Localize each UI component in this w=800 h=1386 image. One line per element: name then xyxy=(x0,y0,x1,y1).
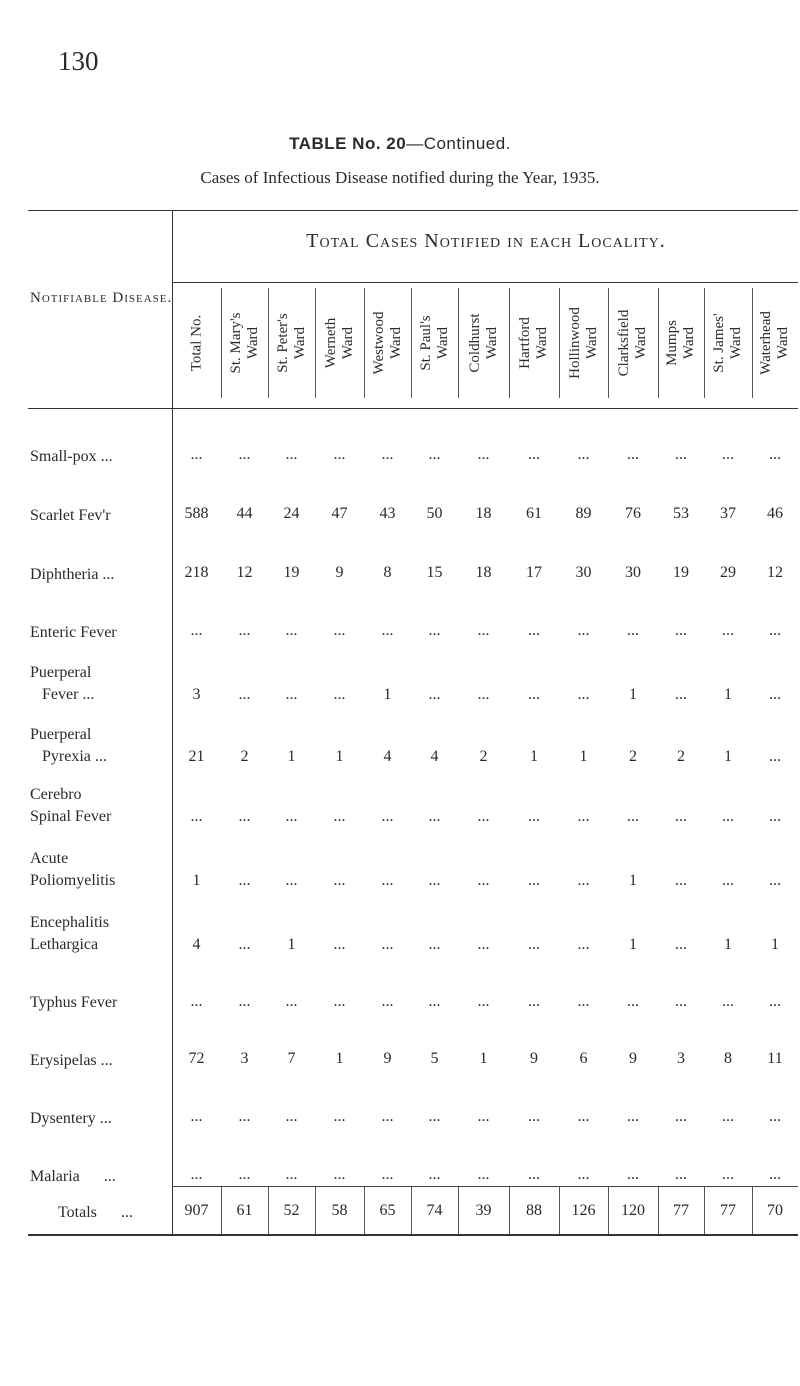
table-cell: ... xyxy=(238,1108,251,1125)
table-cell: ... xyxy=(381,936,394,953)
table-cell: 1 xyxy=(771,936,779,953)
table-cell: 72 xyxy=(188,1050,205,1067)
table-cell: ... xyxy=(428,872,441,889)
table-cell: 1 xyxy=(629,686,637,703)
table-cell: ... xyxy=(333,446,346,463)
table-cell: 9 xyxy=(629,1050,637,1067)
column-header xyxy=(268,288,315,398)
table-cell: ... xyxy=(769,1108,781,1125)
table-cell: ... xyxy=(238,993,251,1010)
column-header xyxy=(221,288,268,398)
totals-cell: 120 xyxy=(621,1202,645,1219)
table-cell: 5 xyxy=(430,1050,439,1067)
table-cell: ... xyxy=(190,993,203,1010)
table-cell: 1 xyxy=(629,936,637,953)
row-label: Small-pox ... xyxy=(30,448,113,465)
table-cell: ... xyxy=(675,936,687,953)
table-cell: ... xyxy=(477,1108,490,1125)
table-cell: ... xyxy=(577,622,590,639)
table-cell: ... xyxy=(769,872,781,889)
table-cell: ... xyxy=(285,622,298,639)
column-header xyxy=(752,288,798,398)
table-cell: ... xyxy=(285,1108,298,1125)
table-cell: ... xyxy=(190,446,203,463)
column-header xyxy=(315,288,364,398)
table-cell: 8 xyxy=(383,564,392,581)
table-cell: ... xyxy=(190,1166,203,1183)
table-cell: 24 xyxy=(283,505,300,522)
table-cell: ... xyxy=(477,686,490,703)
column-header-label: Westwood Ward xyxy=(370,311,404,375)
table-title xyxy=(0,134,800,154)
table-cell: ... xyxy=(528,1108,540,1125)
table-cell: ... xyxy=(428,686,441,703)
table-cell: ... xyxy=(238,686,251,703)
totals-cell: 61 xyxy=(236,1202,253,1219)
column-header-label: St. Paul's Ward xyxy=(417,315,451,371)
table-cell: ... xyxy=(477,622,490,639)
table-cell: ... xyxy=(577,1108,590,1125)
table-cell: 46 xyxy=(767,505,783,522)
totals-cell: 70 xyxy=(767,1202,783,1219)
table-cell: ... xyxy=(381,1166,394,1183)
table-cell: ... xyxy=(528,686,540,703)
row-label: Acute Poliomyelitis xyxy=(30,850,116,889)
table-cell: ... xyxy=(381,872,394,889)
table-cell: 1 xyxy=(479,1050,488,1067)
table-cell: ... xyxy=(333,808,346,825)
totals-cell: 52 xyxy=(283,1202,300,1219)
table-cell: ... xyxy=(333,993,346,1010)
table-cell: 2 xyxy=(240,748,249,765)
table-cell: ... xyxy=(627,622,639,639)
table-cell: 4 xyxy=(430,748,439,765)
table-cell: ... xyxy=(238,808,251,825)
column-header-label: Clarksfield Ward xyxy=(616,309,649,377)
table-cell: 1 xyxy=(579,748,588,765)
table-cell: ... xyxy=(577,1166,590,1183)
table-cell: 30 xyxy=(625,564,641,581)
column-divider xyxy=(752,288,753,398)
column-divider xyxy=(411,288,412,398)
table-cell: ... xyxy=(285,808,298,825)
table-cell: ... xyxy=(477,808,490,825)
table-cell: 1 xyxy=(335,748,344,765)
row-label: Puerperal Fever ... xyxy=(30,664,95,703)
row-label: Enteric Fever xyxy=(30,624,117,641)
table-cell: ... xyxy=(675,808,687,825)
table-cell: ... xyxy=(675,686,687,703)
totals-rule xyxy=(172,1186,798,1187)
table-cell: ... xyxy=(769,808,781,825)
table-cell: ... xyxy=(722,1166,734,1183)
table-cell: 1 xyxy=(383,686,392,703)
table-cell: ... xyxy=(238,446,251,463)
column-divider xyxy=(268,288,269,398)
table-cell: 1 xyxy=(192,872,201,889)
row-label: Typhus Fever xyxy=(30,994,118,1011)
totals-cell: 39 xyxy=(475,1202,492,1219)
table-cell: 6 xyxy=(579,1050,588,1067)
column-header xyxy=(364,288,411,398)
page-number: 130 xyxy=(58,46,99,76)
table-cell: ... xyxy=(675,1166,687,1183)
table-cell: ... xyxy=(577,446,590,463)
table-cell: 12 xyxy=(767,564,783,581)
table-cell: ... xyxy=(675,446,687,463)
column-divider xyxy=(364,288,365,398)
table-cell: ... xyxy=(528,446,540,463)
table-cell: 3 xyxy=(240,1050,249,1067)
table-cell: ... xyxy=(577,808,590,825)
table-cell: ... xyxy=(428,808,441,825)
table-cell: 19 xyxy=(283,564,300,581)
table-cell: ... xyxy=(627,993,639,1010)
totals-cell: 88 xyxy=(526,1202,542,1219)
column-divider xyxy=(315,288,316,398)
table-cell: ... xyxy=(285,1166,298,1183)
column-header xyxy=(411,288,458,398)
totals-cell: 65 xyxy=(379,1202,396,1219)
row-label: Malaria ... xyxy=(30,1168,116,1185)
table-cell: ... xyxy=(477,993,490,1010)
totals-cell: 58 xyxy=(331,1202,348,1219)
table-bottom-rule xyxy=(28,1234,798,1236)
table-cell: ... xyxy=(722,808,734,825)
table-cell: ... xyxy=(190,1108,203,1125)
table-cell: 19 xyxy=(673,564,689,581)
column-header xyxy=(172,288,221,398)
table-cell: 1 xyxy=(287,936,296,953)
table-cell: ... xyxy=(675,1108,687,1125)
table-cell: ... xyxy=(285,993,298,1010)
table-cell: 7 xyxy=(287,1050,296,1067)
table-cell: ... xyxy=(769,446,781,463)
table-cell: ... xyxy=(381,993,394,1010)
table-cell: 2 xyxy=(677,748,685,765)
table-cell: ... xyxy=(577,872,590,889)
column-header-label: Werneth Ward xyxy=(322,317,356,369)
table-cell: ... xyxy=(577,686,590,703)
row-label: Puerperal Pyrexia ... xyxy=(30,726,107,765)
table-cell: 17 xyxy=(526,564,542,581)
table-cell: ... xyxy=(285,872,298,889)
table-cell: ... xyxy=(428,993,441,1010)
locality-heading: Total Cases Notified in each Locality. xyxy=(306,230,666,252)
table-cell: 2 xyxy=(629,748,637,765)
table-cell: ... xyxy=(722,446,734,463)
table-cell: ... xyxy=(722,993,734,1010)
table-cell: ... xyxy=(428,1108,441,1125)
column-header xyxy=(509,288,559,398)
column-header xyxy=(704,288,752,398)
column-header-label: St. James' Ward xyxy=(711,313,744,373)
table-cell: 2 xyxy=(479,748,488,765)
table-top-rule xyxy=(28,210,798,211)
table-cell: 1 xyxy=(724,748,732,765)
column-divider xyxy=(509,288,510,398)
table-cell: 218 xyxy=(184,564,209,581)
totals-cell: 74 xyxy=(426,1202,443,1219)
table-cell: ... xyxy=(769,993,781,1010)
table-cell: ... xyxy=(627,1166,639,1183)
table-cell: ... xyxy=(577,993,590,1010)
totals-cell: 77 xyxy=(720,1202,736,1219)
table-cell: 8 xyxy=(724,1050,732,1067)
table-cell: ... xyxy=(428,622,441,639)
table-cell: 4 xyxy=(383,748,392,765)
table-cell: ... xyxy=(627,1108,639,1125)
table-cell: 11 xyxy=(767,1050,783,1067)
column-header xyxy=(658,288,704,398)
table-cell: 1 xyxy=(724,686,732,703)
table-title-main: TABLE No. 20 xyxy=(289,134,407,153)
table-subtitle: Cases of Infectious Disease notified during the Year, 1935. xyxy=(200,168,600,187)
table-cell: 30 xyxy=(575,564,592,581)
table-cell: ... xyxy=(381,1108,394,1125)
table-cell: 29 xyxy=(720,564,736,581)
column-divider xyxy=(458,288,459,398)
table-cell: 44 xyxy=(236,505,253,522)
table-cell: ... xyxy=(769,1166,781,1183)
table-cell: ... xyxy=(428,446,441,463)
table-cell: ... xyxy=(381,808,394,825)
table-cell: 588 xyxy=(184,505,209,522)
table-cell: ... xyxy=(675,993,687,1010)
table-cell: ... xyxy=(722,1108,734,1125)
table-cell: 3 xyxy=(192,686,201,703)
table-cell: 1 xyxy=(335,1050,344,1067)
table-cell: 9 xyxy=(383,1050,392,1067)
table-cell: ... xyxy=(627,808,639,825)
table-cell: ... xyxy=(477,936,490,953)
table-cell: 47 xyxy=(331,505,348,522)
totals-cell: 907 xyxy=(184,1202,209,1219)
table-cell: 18 xyxy=(475,505,492,522)
column-header-label: Coldhurst Ward xyxy=(466,313,500,373)
table-cell: ... xyxy=(428,1166,441,1183)
table-cell: 1 xyxy=(724,936,732,953)
table-cell: ... xyxy=(238,936,251,953)
column-header-label: Mumps Ward xyxy=(664,320,697,366)
row-label: Scarlet Fev'r xyxy=(30,507,111,524)
table-cell: ... xyxy=(769,622,781,639)
column-header-label: St. Mary's Ward xyxy=(227,312,261,374)
table-cell: ... xyxy=(190,622,203,639)
table-cell: ... xyxy=(333,872,346,889)
table-cell: 53 xyxy=(673,505,689,522)
table-cell: ... xyxy=(333,1108,346,1125)
table-cell: 61 xyxy=(526,505,542,522)
table-cell: ... xyxy=(769,748,781,765)
table-cell: 43 xyxy=(379,505,396,522)
table-cell: ... xyxy=(190,808,203,825)
row-label: Diphtheria ... xyxy=(30,566,115,583)
totals-cell: 77 xyxy=(673,1202,689,1219)
table-cell: ... xyxy=(333,686,346,703)
column-divider xyxy=(559,288,560,398)
table-cell: ... xyxy=(528,872,540,889)
column-header xyxy=(559,288,608,398)
table-cell: 89 xyxy=(575,505,592,522)
table-cell: 9 xyxy=(530,1050,538,1067)
table-title-suffix: —Continued. xyxy=(406,134,511,153)
column-divider xyxy=(704,288,705,398)
table-cell: 18 xyxy=(475,564,492,581)
table-cell: ... xyxy=(285,686,298,703)
table-cell: ... xyxy=(333,622,346,639)
table-cell: 21 xyxy=(188,748,205,765)
column-header-label: Hollinwood Ward xyxy=(566,307,600,379)
table-cell: ... xyxy=(675,622,687,639)
table-cell: 1 xyxy=(287,748,296,765)
table-cell: ... xyxy=(477,446,490,463)
column-header-label: Hartford Ward xyxy=(517,317,550,369)
header-bottom-rule xyxy=(28,408,798,409)
row-label: Cerebro Spinal Fever xyxy=(30,786,112,825)
table-cell: ... xyxy=(333,936,346,953)
table-cell: 76 xyxy=(625,505,641,522)
table-cell: ... xyxy=(528,808,540,825)
table-cell: 1 xyxy=(530,748,538,765)
table-cell: 3 xyxy=(677,1050,685,1067)
table-cell: 12 xyxy=(236,564,253,581)
table-cell: ... xyxy=(528,993,540,1010)
table-cell: ... xyxy=(627,446,639,463)
column-divider xyxy=(658,288,659,398)
disease-column-heading: Notifiable Disease. xyxy=(30,290,173,306)
row-label: Erysipelas ... xyxy=(30,1052,113,1069)
column-header-label: Total No. xyxy=(188,314,204,372)
table-cell: ... xyxy=(477,872,490,889)
table-cell: ... xyxy=(477,1166,490,1183)
table-cell: ... xyxy=(722,872,734,889)
column-header xyxy=(608,288,658,398)
table-cell: ... xyxy=(238,872,251,889)
table-cell: ... xyxy=(722,622,734,639)
table-cell: 9 xyxy=(335,564,344,581)
table-cell: 4 xyxy=(192,936,201,953)
column-header-label: Waterhead Ward xyxy=(758,311,791,375)
row-label: Dysentery ... xyxy=(30,1110,112,1127)
column-header-label: St. Peter's Ward xyxy=(274,313,308,373)
table-cell: ... xyxy=(528,936,540,953)
table-cell: 15 xyxy=(426,564,443,581)
row-label: Encephalitis Lethargica xyxy=(30,914,110,953)
table-cell: ... xyxy=(238,622,251,639)
totals-label: Totals ... xyxy=(58,1204,133,1221)
table-cell: ... xyxy=(381,622,394,639)
table-cell: ... xyxy=(285,446,298,463)
table-cell: ... xyxy=(428,936,441,953)
column-divider xyxy=(221,288,222,398)
table-cell: 50 xyxy=(426,505,443,522)
table-cell: ... xyxy=(577,936,590,953)
heading-rule xyxy=(172,282,798,283)
table-cell: ... xyxy=(528,622,540,639)
table-cell: ... xyxy=(769,686,781,703)
table-cell: 37 xyxy=(720,505,736,522)
column-divider xyxy=(608,288,609,398)
table-cell: ... xyxy=(675,872,687,889)
column-header xyxy=(458,288,509,398)
table-cell: ... xyxy=(238,1166,251,1183)
table-cell: ... xyxy=(528,1166,540,1183)
table-cell: 1 xyxy=(629,872,637,889)
table-cell: ... xyxy=(381,446,394,463)
table-cell: ... xyxy=(333,1166,346,1183)
totals-cell: 126 xyxy=(571,1202,596,1219)
